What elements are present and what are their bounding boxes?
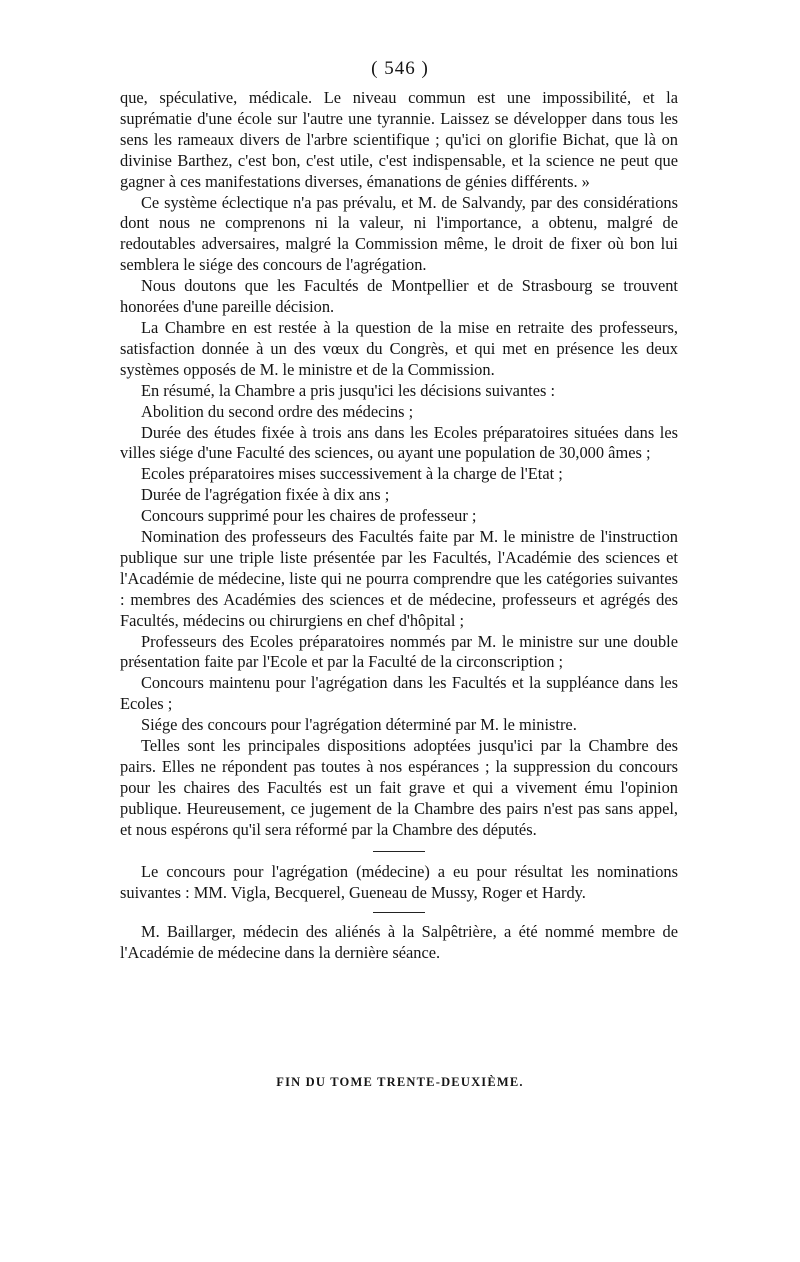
page-number: ( 546 ) [371, 58, 429, 79]
decision-item: Ecoles préparatoires mises successivement à la charge de l'Etat ; [141, 464, 563, 484]
paragraph-conclusion: Telles sont les principales dispositions adoptées jusqu'ici par la Chambre des pairs. Elles ne répondent pas toutes à nos espérances ; la suppression du concours pour les chaires des Facultés est un fait grave et qui a vivement ému l'opinion publique. Heureusement, ce jugement de la Chambre des pairs n'est pas sans appel, et nous espérons qu'il sera réformé par la Chambre des députés. [120, 736, 678, 839]
paragraph-quote-end: que, spéculative, médicale. Le niveau commun est une impossibilité, et la suprématie d'une école sur l'autre une tyrannie. Laissez se développer dans tous les sens les rameaux divers de l'arbre scientifique ; qu'ici on glorifie Bichat, que là on divinise Barthez, c'est bon, c'est utile, c'est indispensable, et la science ne peut que gagner à ces manifestations diverses, émanations de génies différents. » [120, 88, 678, 191]
section-divider [373, 851, 425, 852]
decision-item: Siége des concours pour l'agrégation déterminé par M. le ministre. [141, 715, 577, 735]
decision-item: Concours supprimé pour les chaires de professeur ; [141, 506, 477, 526]
paragraph-resume: En résumé, la Chambre a pris jusqu'ici les décisions suivantes : [141, 380, 555, 400]
decision-item: Professeurs des Ecoles préparatoires nommés par M. le ministre sur une double présentation faite par l'Ecole et par la Faculté de la circonscription ; [120, 631, 678, 672]
section-divider [373, 912, 425, 913]
paragraph-salvandy: Ce système éclectique n'a pas prévalu, et M. de Salvandy, par des considérations dont nous ne comprenons ni la valeur, ni l'importance, a obtenu, malgré de redoutables adversaires, malgré la Commission même, le droit de fixer où bon lui semblera le siége des concours de l'agrégation. [120, 192, 678, 275]
decision-item: Durée des études fixée à trois ans dans les Ecoles préparatoires situées dans les villes siége d'une Faculté des sciences, ou ayant une population de 30,000 âmes ; [120, 422, 678, 463]
decision-item: Concours maintenu pour l'agrégation dans les Facultés et la suppléance dans les Ecoles ; [120, 673, 678, 714]
page-body [120, 88, 678, 964]
paragraph-agregation-note: Le concours pour l'agrégation (médecine) a eu pour résultat les nominations suivantes : MM. Vigla, Becquerel, Gueneau de Mussy, Roger et Hardy. [120, 861, 678, 902]
decision-item: Nomination des professeurs des Facultés faite par M. le ministre de l'instruction publique sur une triple liste présentée par les Facultés, l'Académie des sciences et l'Académie de médecine, liste qui ne pourra comprendre que les catégories suivantes : membres des Académies des sciences et de médecine, professeurs et agrégés des Facultés, médecins ou chirurgiens en chef d'hôpital ; [120, 527, 678, 630]
end-of-volume-text: FIN DU TOME TRENTE-DEUXIÈME. [276, 1075, 524, 1089]
paragraph-facultes: Nous doutons que les Facultés de Montpellier et de Strasbourg se trouvent honorées d'une pareille décision. [120, 276, 678, 317]
decision-item: Durée de l'agrégation fixée à dix ans ; [141, 485, 390, 505]
decision-item: Abolition du second ordre des médecins ; [141, 401, 414, 421]
paragraph-chambre: La Chambre en est restée à la question de la mise en retraite des professeurs, satisfaction donnée à un des vœux du Congrès, et qui met en présence les deux systèmes opposés de M. le ministre et de la Commission. [120, 317, 678, 379]
paragraph-baillarger-note: M. Baillarger, médecin des aliénés à la Salpêtrière, a été nommé membre de l'Académie de médecine dans la dernière séance. [120, 922, 678, 963]
